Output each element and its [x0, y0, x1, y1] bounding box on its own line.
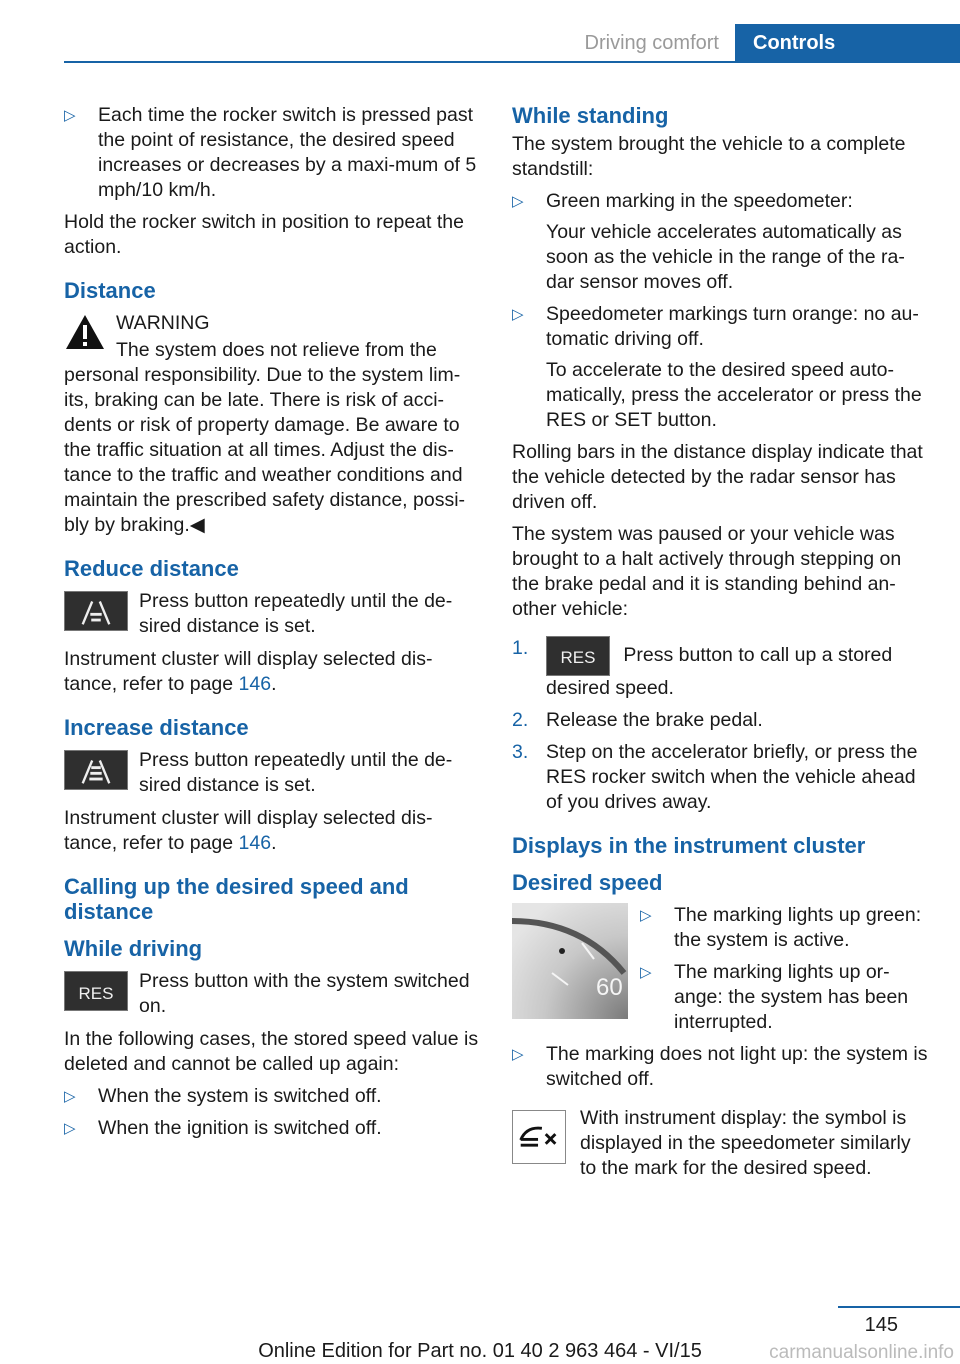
list-item: ▷ Green marking in the speedometer: Your vehicle accelerates automatically as soon as the vehicle in the range of the ra‐dar sensor moves off.	[512, 189, 932, 295]
list-item-subtext: Your vehicle accelerates automatically as soon as the vehicle in the range of the ra‐dar sensor moves off.	[546, 221, 905, 293]
page-link[interactable]: 146	[238, 832, 272, 854]
while-driving-text: Press button with the system switched on.	[139, 970, 470, 1017]
instrument-display-text: With instrument display: the symbol is displayed in the speedometer similarly to the mark for the desired speed.	[580, 1107, 911, 1179]
paragraph: Hold the rocker switch in position to repeat the action.	[64, 211, 464, 258]
header-chapter-tab: Controls	[735, 24, 960, 62]
reduce-distance-row	[64, 589, 480, 639]
list-item: ▷ Speedometer markings turn orange: no au‐tomatic driving off. To accelerate to the desired speed auto‐matically, press the accelerator or press the RES or SET button.	[512, 302, 932, 433]
increase-distance-text: Press button repeatedly until the de‐sired distance is set.	[139, 749, 453, 796]
res-button-icon: RES	[546, 636, 610, 676]
bullet-triangle-icon: ▷	[512, 1046, 524, 1063]
paragraph: Rolling bars in the distance display indicate that the vehicle detected by the radar sensor has driven off.	[512, 441, 923, 513]
list-item-text: Each time the rocker switch is pressed past the point of resistance, the desired speed increases or decreases by a maxi‐mum of 5 mph/10 km/h.	[98, 104, 477, 201]
increase-distance-row	[64, 748, 480, 798]
distance-reduce-button-icon	[64, 591, 128, 631]
right-column	[512, 103, 932, 1181]
paragraph: Instrument cluster will display selected dis‐tance, refer to page 146.	[64, 648, 433, 695]
list-item	[64, 103, 480, 203]
paragraph: Instrument cluster will display selected dis‐tance, refer to page 146.	[64, 807, 433, 854]
warning-text: The system does not relieve from the personal responsibility. Due to the system lim‐its, braking can be late. There is risk of acci‐dents or risk of property damage. Be aware to the traffic situation at all times. Adjust the dis‐tance to the traffic and weather conditions and maintain the prescribed safety distance, possi‐bly by braking.◀	[64, 339, 466, 536]
numbered-step: 1. RES Press button to call up a stored desired speed.	[512, 637, 893, 699]
footer-edition: Online Edition for Part no. 01 40 2 963 464 - VI/15	[258, 1340, 702, 1362]
header-rule	[64, 61, 960, 63]
reduce-distance-text: Press button repeatedly until the de‐sired distance is set.	[139, 590, 453, 637]
header-section-tab: Driving comfort	[584, 32, 719, 54]
list-item: ▷ When the ignition is switched off.	[64, 1117, 382, 1139]
section-heading-while-standing: While standing	[512, 103, 669, 128]
distance-increase-button-icon	[64, 750, 128, 790]
bullet-triangle-icon: ▷	[64, 1088, 76, 1105]
bullet-triangle-icon: ▷	[512, 193, 524, 210]
section-heading-desired-speed: Desired speed	[512, 870, 663, 895]
list-item: ▷ When the system is switched off.	[64, 1085, 382, 1107]
bullet-triangle-icon: ▷	[64, 1120, 76, 1137]
bullet-triangle-icon: ▷	[640, 964, 652, 981]
paragraph: The system was paused or your vehicle was brought to a halt actively through stepping on the brake pedal and it is standing behind an‐other vehicle:	[512, 523, 902, 620]
numbered-step: 2. Release the brake pedal.	[512, 709, 763, 731]
footer-rule	[838, 1306, 960, 1308]
list-item: ▷ The marking does not light up: the system is switched off.	[512, 1043, 928, 1090]
paragraph: The system brought the vehicle to a complete standstill:	[512, 133, 906, 180]
bullet-triangle-icon: ▷	[640, 907, 652, 924]
warning-block	[64, 311, 480, 336]
speedometer-image	[512, 903, 628, 1019]
marking-list	[640, 903, 932, 1035]
numbered-step: 3. Step on the accelerator briefly, or press the RES rocker switch when the vehicle ahead of you drives away.	[512, 741, 918, 813]
left-column	[64, 103, 480, 1148]
warning-triangle-icon	[64, 313, 106, 351]
page-number: 145	[864, 1314, 898, 1336]
section-heading-displays: Displays in the instrument cluster	[512, 833, 866, 858]
paragraph: In the following cases, the stored speed value is deleted and cannot be called up again:	[64, 1028, 479, 1075]
list-item: ▷ The marking lights up green: the system is active.	[640, 904, 922, 951]
desired-speed-block	[512, 903, 932, 1035]
list-item: ▷ The marking lights up or‐ange: the system has been interrupted.	[640, 961, 909, 1033]
watermark: carmanualsonline.info	[769, 1342, 954, 1363]
page-link[interactable]: 146	[238, 673, 272, 695]
bullet-triangle-icon: ▷	[64, 107, 76, 124]
cruise-control-symbol-icon	[512, 1110, 566, 1164]
instrument-display-block	[512, 1106, 932, 1181]
list-item-subtext: To accelerate to the desired speed auto‐matically, press the accelerator or press the RES or SET button.	[546, 359, 922, 431]
bullet-triangle-icon: ▷	[512, 306, 524, 323]
section-heading-while-driving: While driving	[64, 936, 203, 961]
warning-label: WARNING	[116, 312, 210, 334]
section-heading-distance: Distance	[64, 278, 156, 303]
res-button-row	[64, 969, 480, 1019]
res-button-icon: RES	[64, 971, 128, 1011]
section-heading-increase-distance: Increase distance	[64, 715, 249, 740]
svg-text:60: 60	[596, 974, 623, 1001]
section-heading-calling-up: Calling up the desired speed and distance	[64, 874, 409, 924]
section-heading-reduce-distance: Reduce distance	[64, 556, 239, 581]
